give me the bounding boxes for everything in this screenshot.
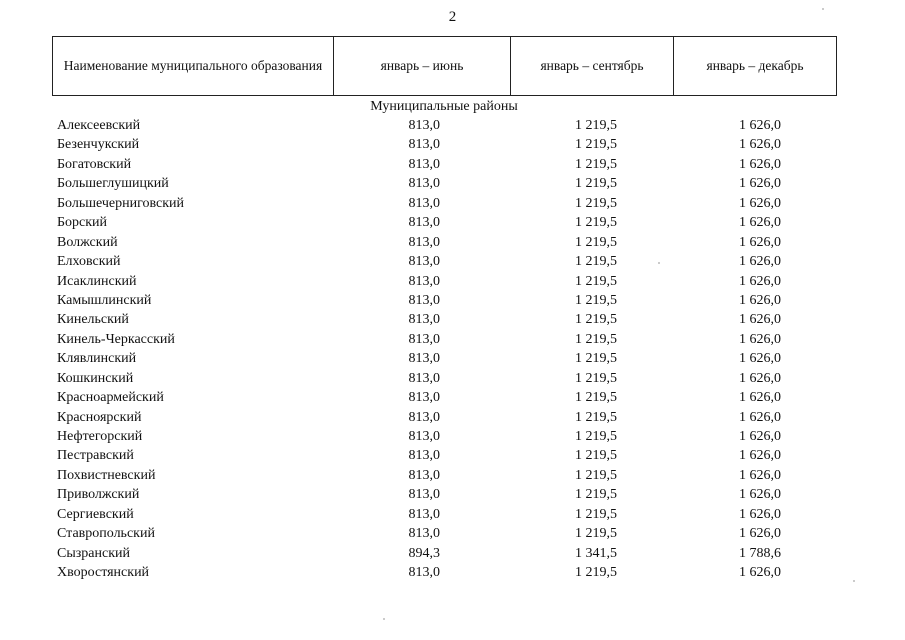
value-jan-sep: 1 219,5 [575,370,617,386]
table-row [0,408,905,427]
scan-speck [853,580,855,582]
value-jan-sep: 1 219,5 [575,156,617,172]
value-jan-jun: 813,0 [408,390,440,406]
scan-speck [383,618,385,620]
table-row [0,563,905,582]
table-row [0,174,905,193]
value-jan-jun: 813,0 [408,331,440,347]
value-jan-sep: 1 219,5 [575,254,617,270]
table-row [0,544,905,563]
value-jan-dec: 1 626,0 [739,467,781,483]
municipality-name: Богатовский [57,156,132,172]
value-jan-dec: 1 626,0 [739,254,781,270]
table-header [52,36,837,96]
value-jan-jun: 813,0 [408,467,440,483]
value-jan-sep: 1 219,5 [575,429,617,444]
municipality-name: Кошкинский [57,370,134,386]
value-jan-dec: 1 626,0 [739,409,781,425]
value-jan-jun: 813,0 [408,137,440,153]
table-row [0,310,905,329]
value-jan-dec: 1 626,0 [739,234,781,250]
value-jan-sep: 1 219,5 [575,176,617,192]
table-row [0,485,905,504]
table-row [0,505,905,524]
value-jan-jun: 813,0 [408,506,440,522]
municipality-name: Кинель-Черкасский [57,331,175,347]
value-jan-sep: 1 219,5 [575,487,617,503]
value-jan-sep: 1 219,5 [575,351,617,367]
municipality-name: Камышлинский [57,292,152,308]
value-jan-sep: 1 219,5 [575,331,617,347]
value-jan-dec: 1 626,0 [739,506,781,522]
value-jan-jun: 813,0 [408,176,440,192]
header-period-jan-jun: январь – июнь [334,37,511,96]
value-jan-sep: 1 219,5 [575,215,617,231]
value-jan-sep: 1 219,5 [575,292,617,308]
value-jan-dec: 1 626,0 [739,370,781,386]
header-row [53,37,837,96]
value-jan-jun: 813,0 [408,118,440,133]
value-jan-sep: 1 219,5 [575,409,617,425]
table-row [0,155,905,174]
value-jan-jun: 813,0 [408,565,440,581]
value-jan-jun: 813,0 [408,312,440,328]
value-jan-dec: 1 626,0 [739,137,781,153]
value-jan-jun: 813,0 [408,156,440,172]
value-jan-jun: 813,0 [408,448,440,464]
value-jan-dec: 1 626,0 [739,195,781,211]
table-row [0,446,905,465]
header-period-jan-dec: январь – декабрь [674,37,837,96]
municipality-name: Хворостянский [57,565,150,581]
value-jan-dec: 1 626,0 [739,176,781,192]
table-row [0,388,905,407]
page-number: 2 [448,9,457,25]
value-jan-dec: 1 626,0 [739,390,781,406]
municipality-name: Приволжский [57,487,140,503]
value-jan-sep: 1 219,5 [575,273,617,289]
municipality-name: Кинельский [57,312,129,328]
value-jan-sep: 1 219,5 [575,195,617,211]
municipality-name: Елховский [57,254,121,270]
table-row [0,427,905,446]
value-jan-dec: 1 788,6 [739,545,781,561]
value-jan-sep: 1 219,5 [575,390,617,406]
municipality-name: Сергиевский [57,506,134,522]
municipality-name: Борский [57,215,108,231]
value-jan-dec: 1 626,0 [739,215,781,231]
municipality-name: Волжский [57,234,118,250]
value-jan-jun: 894,3 [408,545,440,561]
value-jan-jun: 813,0 [408,292,440,308]
value-jan-dec: 1 626,0 [739,331,781,347]
table-row [0,330,905,349]
municipality-name: Большечерниговский [57,195,185,211]
value-jan-sep: 1 219,5 [575,506,617,522]
table-row [0,369,905,388]
scan-speck [658,262,660,264]
municipality-name: Ставропольский [57,526,155,542]
municipality-name: Алексеевский [57,118,141,133]
value-jan-sep: 1 219,5 [575,467,617,483]
value-jan-jun: 813,0 [408,429,440,444]
value-jan-sep: 1 219,5 [575,118,617,133]
municipality-name: Похвистневский [57,467,156,483]
header-municipality: Наименование муниципального образования [53,37,334,96]
value-jan-dec: 1 626,0 [739,273,781,289]
value-jan-dec: 1 626,0 [739,351,781,367]
section-title: Муниципальные районы [370,99,518,114]
table-row [0,466,905,485]
value-jan-jun: 813,0 [408,526,440,542]
table-body [0,116,905,583]
table-row [0,213,905,232]
municipality-name: Большеглушицкий [57,176,169,192]
value-jan-sep: 1 341,5 [575,545,617,561]
header-period-jan-sep: январь – сентябрь [511,37,674,96]
value-jan-jun: 813,0 [408,370,440,386]
municipality-name: Нефтегорский [57,429,143,444]
value-jan-jun: 813,0 [408,195,440,211]
value-jan-jun: 813,0 [408,234,440,250]
table-row [0,291,905,310]
value-jan-dec: 1 626,0 [739,487,781,503]
table-row [0,524,905,543]
value-jan-sep: 1 219,5 [575,234,617,250]
value-jan-jun: 813,0 [408,254,440,270]
value-jan-dec: 1 626,0 [739,565,781,581]
municipality-name: Пестравский [57,448,134,464]
value-jan-dec: 1 626,0 [739,118,781,133]
value-jan-dec: 1 626,0 [739,292,781,308]
value-jan-jun: 813,0 [408,351,440,367]
value-jan-sep: 1 219,5 [575,312,617,328]
table-row [0,135,905,154]
value-jan-dec: 1 626,0 [739,429,781,444]
scan-speck [822,8,824,10]
value-jan-jun: 813,0 [408,487,440,503]
value-jan-sep: 1 219,5 [575,565,617,581]
municipality-name: Сызранский [57,545,130,561]
table-row [0,252,905,271]
table-row [0,194,905,213]
municipality-name: Исаклинский [57,273,137,289]
value-jan-sep: 1 219,5 [575,137,617,153]
value-jan-dec: 1 626,0 [739,156,781,172]
value-jan-sep: 1 219,5 [575,448,617,464]
value-jan-dec: 1 626,0 [739,526,781,542]
value-jan-jun: 813,0 [408,273,440,289]
value-jan-jun: 813,0 [408,409,440,425]
municipality-name: Безенчукский [57,137,140,153]
municipality-name: Красноярский [57,409,142,425]
table-row [0,233,905,252]
table-row [0,349,905,368]
value-jan-dec: 1 626,0 [739,448,781,464]
value-jan-sep: 1 219,5 [575,526,617,542]
table-row [0,116,905,135]
value-jan-jun: 813,0 [408,215,440,231]
table-row [0,272,905,291]
municipality-name: Клявлинский [57,351,137,367]
value-jan-dec: 1 626,0 [739,312,781,328]
municipality-name: Красноармейский [57,390,164,406]
